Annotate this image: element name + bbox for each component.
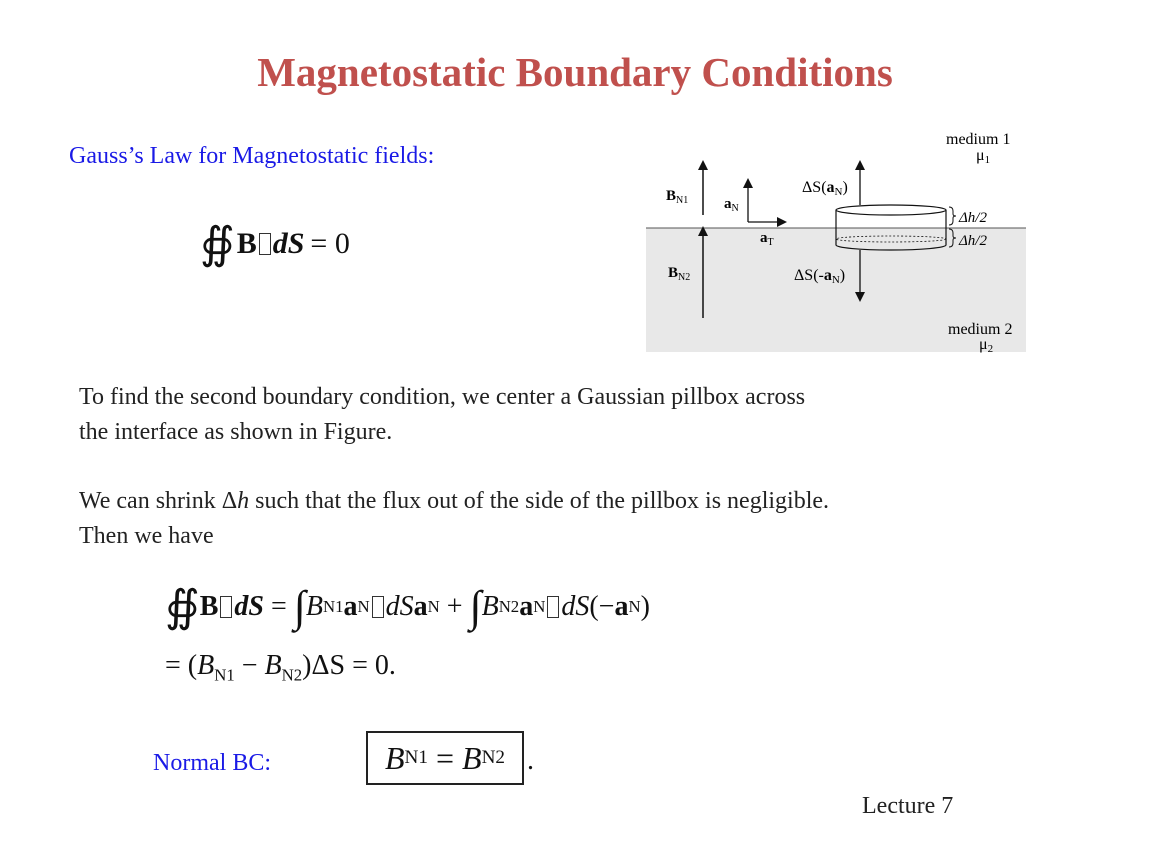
- eq2-paren-close: ): [640, 591, 650, 622]
- dot-placeholder-glyph: [259, 233, 271, 255]
- dS-top-label: ΔS(aN): [802, 179, 848, 198]
- result-period: .: [527, 745, 534, 776]
- paragraph-pillbox-line1: To find the second boundary condition, we center a Gaussian pillbox across: [79, 384, 806, 410]
- normal-bc-label: Normal BC:: [153, 750, 271, 776]
- flux-equation: [165, 582, 650, 631]
- integral-1: ∫: [293, 582, 306, 631]
- aT-label: $a_T$: [760, 230, 774, 248]
- gauss-law-label: Gauss’s Law for Magnetostatic fields:: [69, 143, 435, 169]
- BN1-label: $B_{N1}$: [666, 188, 689, 206]
- eq2-a3: a: [519, 591, 534, 622]
- pillbox-figure: [646, 125, 1028, 355]
- eq3-lead: = (: [165, 650, 198, 681]
- flux-result-equation: [165, 650, 396, 686]
- pillbox-top: [836, 205, 946, 215]
- eq1-B: B: [236, 227, 257, 260]
- eq3-minus: −: [234, 650, 265, 681]
- eq1-dS: dS: [272, 227, 305, 260]
- medium2-label: medium 2: [948, 321, 1013, 338]
- eq3-B1: B: [197, 650, 215, 681]
- eq3-B2-sub: N2: [281, 665, 303, 685]
- medium1-label: medium 1: [946, 131, 1011, 148]
- eq2-a2-sub: N: [427, 597, 440, 616]
- dh-bottom-label: Δh/2: [959, 233, 987, 249]
- paragraph-shrink: [79, 484, 829, 554]
- eq2-a4-sub: N: [628, 597, 641, 616]
- eq2-a3-sub: N: [533, 597, 546, 616]
- eq2-a2: a: [413, 591, 428, 622]
- eq1-rhs: = 0: [310, 227, 350, 260]
- eq2-equals: =: [263, 591, 294, 622]
- eq3-B2: B: [264, 650, 282, 681]
- mu1-label: μ1: [976, 147, 991, 166]
- dot-placeholder-glyph: [547, 596, 559, 618]
- brace-top: [949, 207, 956, 225]
- eq3-tail: )ΔS = 0.: [302, 650, 396, 681]
- result-B1: B: [384, 739, 405, 776]
- dS-bottom-label: ΔS(-aN): [794, 267, 846, 286]
- lecture-footer: Lecture 7: [862, 793, 954, 819]
- BN2-label: $B_{N2}$: [668, 265, 691, 283]
- dh-top-label: Δh/2: [959, 210, 987, 226]
- mu2-label: μ2: [979, 336, 994, 355]
- result-B2-sub: N2: [481, 747, 506, 768]
- eq2-B2: B: [481, 591, 499, 622]
- eq2-plus: +: [439, 591, 470, 622]
- slide-title: Magnetostatic Boundary Conditions: [257, 49, 893, 95]
- eq2-a1-sub: N: [357, 597, 370, 616]
- dot-placeholder-glyph: [220, 596, 232, 618]
- result-B2: B: [462, 739, 482, 776]
- result-equals: =: [427, 739, 463, 776]
- eq2-dS2: dS: [561, 591, 590, 622]
- eq2-paren-open: (−: [589, 591, 615, 622]
- closed-surface-integral: ∯: [200, 219, 235, 268]
- dot-placeholder-glyph: [372, 596, 384, 618]
- aN-label: $a_N$: [724, 196, 739, 214]
- paragraph-pillbox-line2: the interface as shown in Figure.: [79, 419, 393, 445]
- eq2-a1: a: [343, 591, 358, 622]
- result-B1-sub: N1: [404, 747, 428, 768]
- eq2-dS: dS: [234, 591, 264, 622]
- paragraph-pillbox: [79, 380, 805, 450]
- normal-bc-result-box: [366, 731, 524, 785]
- gauss-equation: [200, 219, 350, 268]
- eq2-a4: a: [614, 591, 629, 622]
- closed-surface-integral-2: ∯: [165, 582, 200, 631]
- eq2-B2-sub: N2: [498, 597, 520, 616]
- eq2-dS1: dS: [385, 591, 414, 622]
- eq2-B: B: [199, 591, 219, 622]
- eq3-B1-sub: N1: [214, 665, 235, 685]
- eq2-B1: B: [305, 591, 323, 622]
- eq2-B1-sub: N1: [322, 597, 344, 616]
- paragraph-shrink-line1: We can shrink Δh such that the flux out of the side of the pillbox is negligible.: [79, 488, 830, 514]
- paragraph-shrink-line2: Then we have: [79, 523, 214, 549]
- integral-2: ∫: [469, 582, 482, 631]
